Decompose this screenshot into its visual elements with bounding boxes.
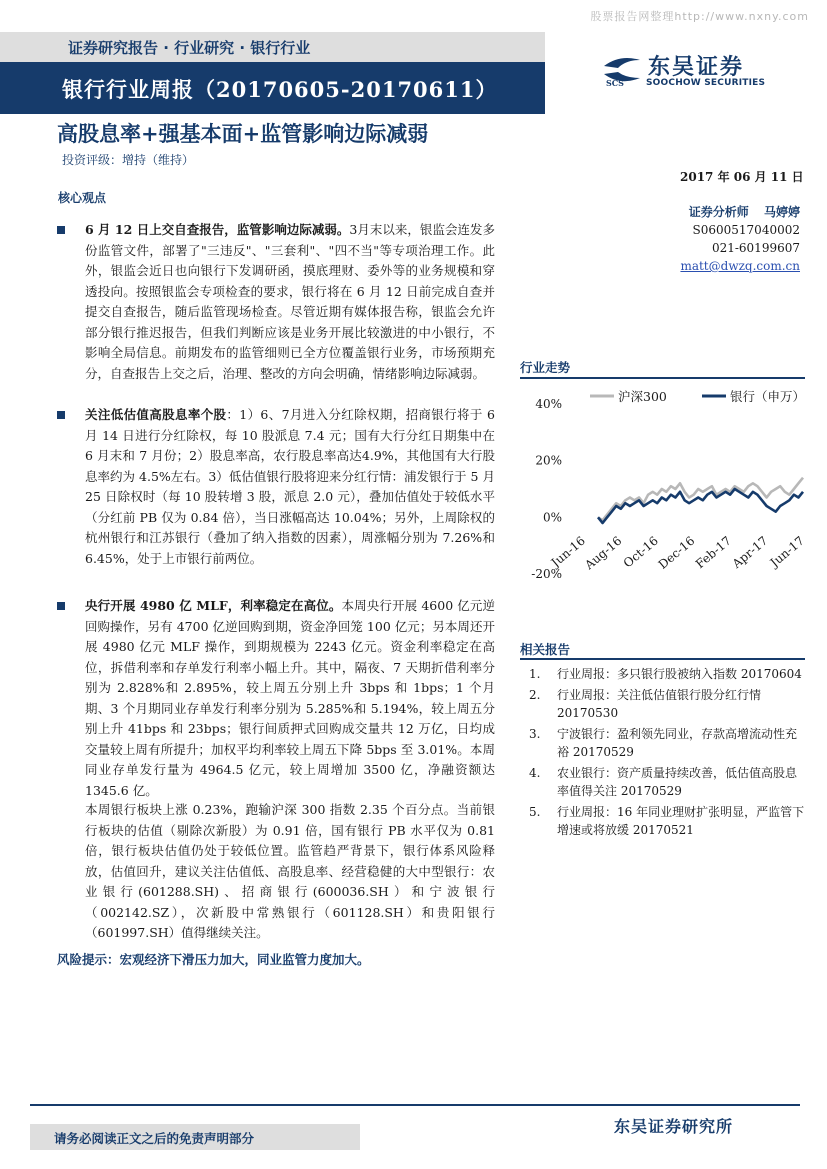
risk-warning: 风险提示：宏观经济下滑压力加大，同业监管力度加大。 — [57, 952, 370, 967]
report-text: 行业周报：16 年同业理财扩张明显，严监管下增速或将放缓 20170521 — [557, 804, 805, 837]
footer-disclaimer-band — [30, 1124, 360, 1150]
analyst-license: S0600517040002 — [692, 223, 800, 237]
bullet-body: 本周银行板块上涨 0.23%，跑输沪深 300 指数 2.35 个百分点。当前银行板块的估值（剔除次新股）为 0.91 倍，国有银行 PB 水平仅为 0.81 倍，银行板块估值仍处于较低位置。监管趋严背景下，银行体系风险释放，估值回升，建议关注估值低、高股息率、经营稳健的大中型银行：农业银行(601288.SH)、招商银行(600036.SH）和宁波银行（002142.SZ），次新股中常熟银行（601128.SH）和贵阳银行（601997.SH）值得继续关注。 — [85, 802, 495, 940]
bullet-body: 3月末以来，银监会连发多份监管文件，部署了"三违反"、"三套利"、"四不当"等专项治理工作。此外，银监会近日也向银行下发调研函，摸底理财、委外等的业务规模和穿透投向。按照银监会专项检查的要求，银行将在 6 月 12 日前完成自查并提交自查报告，随后监管现场检查。尽管近期有媒体报告称，银监会允许部分银行推迟报告，但我们判断应该是业务开展比较激进的中小银行，不影响全局信息。前期发布的监管细则已全方位覆盖银行业务，市场预期充分，自查报告上交之后，治理、整改的方向会明确，情绪影响边际减弱。 — [85, 222, 495, 381]
y-tick-label: 40% — [535, 397, 562, 411]
report-num: 1. — [529, 667, 541, 681]
analyst-role: 证券分析师 — [688, 205, 749, 219]
bullet-marker-icon — [57, 411, 65, 419]
analyst-email[interactable]: matt@dwzq.com.cn — [680, 259, 800, 273]
x-tick-label: Jun-16 — [548, 533, 588, 570]
trend-divider — [520, 377, 805, 379]
report-num: 3. — [529, 726, 541, 741]
legend-label: 沪深300 — [618, 389, 667, 404]
core-view-label: 核心观点 — [58, 191, 107, 205]
y-tick-label: -20% — [531, 567, 562, 581]
related-report-item[interactable] — [527, 764, 807, 801]
footer-divider — [30, 1104, 800, 1106]
x-tick-label: Apr-17 — [729, 533, 771, 571]
bullet-paragraph — [57, 596, 495, 801]
series-band — [0, 32, 545, 62]
legend-label: 银行（申万） — [730, 389, 806, 404]
related-divider — [520, 658, 805, 660]
analyst-name: 马婷婷 — [763, 205, 800, 219]
report-num: 2. — [529, 687, 541, 702]
title-band — [0, 62, 545, 114]
related-report-item[interactable] — [527, 686, 807, 723]
report-text: 行业周报：多只银行股被纳入指数 20170604 — [557, 667, 802, 681]
bullet-marker-icon — [57, 226, 65, 234]
bullet-paragraph — [57, 220, 495, 384]
trend-title: 行业走势 — [520, 360, 571, 375]
report-text: 农业银行：资产质量持续改善，低估值高股息率值得关注 20170529 — [557, 765, 798, 798]
x-tick-label: Feb-17 — [692, 533, 734, 572]
y-tick-label: 0% — [542, 510, 562, 525]
related-report-item[interactable] — [527, 803, 807, 840]
x-tick-label: Dec-16 — [655, 533, 698, 572]
x-tick-label: Oct-16 — [620, 533, 661, 571]
x-tick-label: Jun-17 — [767, 533, 807, 570]
bullet-paragraph — [57, 405, 495, 569]
x-tick-label: Aug-16 — [582, 533, 625, 573]
analyst-block — [600, 203, 800, 275]
series-line-bank — [598, 489, 803, 523]
report-text: 宁波银行：盈利领先同业，存款高增流动性充裕 20170529 — [557, 726, 798, 759]
report-text: 行业周报：关注低估值银行股分红行情 20170530 — [557, 687, 762, 720]
footer-institute: 东吴证券研究所 — [614, 1117, 734, 1136]
bullet-body: ：1）6、7月进入分红除权期，招商银行将于 6 月 14 日进行分红除权，每 10 股派息 7.4 元；国有大行分红日期集中在 6 月末和 7 月份；2）股息率高，农行股息率高达4.9%，其他国有大行股息率约为 4.5%左右。3）低估值银行股将迎来分红行情：浦发银行于 5 月 25 日除权时（每 10 股转增 3 股，派息 2.0 元），叠加估值处于较低水平（分红前 PB 仅为 0.84 倍），当日涨幅高达 10.04%；另外，上周除权的杭州银行和江苏银行（叠加了纳入指数的因素），周涨幅分别为 7.26%和 6.45%，处于上市银行前两位。 — [85, 407, 495, 566]
bullet-lead: 关注低估值高股息率个股 — [85, 407, 227, 422]
summary-paragraph — [57, 800, 495, 944]
report-title: 银行行业周报（20170605-20170611） — [62, 77, 498, 102]
logo-mark: SCS — [606, 78, 624, 88]
analyst-phone: 021-60199607 — [711, 241, 800, 255]
report-num: 5. — [529, 804, 541, 819]
bullet-body: 本周央行开展 4600 亿元逆回购操作，另有 4700 亿逆回购到期，资金净回笼 100 亿元；另本周还开展 4980 亿元 MLF 操作，到期规模为 2243 亿元。资金利率稳定在高位，拆借利率和存单发行利率小幅上升。其中，隔夜、7 天期折借利率分别为 2.828%和 2.895%，较上周五分别上升 3bps 和 1bps；1 个月期、3 个月期同业存单发行利率分别为 5.285%和 5.194%，较上周五分别上升 41bps 和 23bps；银行间质押式回购成交量共 12 万亿，日均成交量较上周有所提升；加权平均利率较上周五下降 5bps 至 3.01%。本周同业存单发行量为 4964.5 亿元，较上周增加 3500 亿，净融资额达 1345.6 亿。 — [85, 598, 495, 798]
related-title: 相关报告 — [520, 642, 571, 657]
footer-disclaimer: 请务必阅读正文之后的免责声明部分 — [54, 1131, 255, 1146]
y-tick-label: 20% — [535, 453, 562, 468]
related-report-item[interactable] — [527, 725, 807, 762]
report-num: 4. — [529, 765, 541, 780]
headline: 高股息率+强基本面+监管影响边际减弱 — [57, 121, 429, 146]
report-date: 2017 年 06 月 11 日 — [680, 170, 804, 184]
watermark: 股票报告网整理http://www.nxny.com — [590, 10, 809, 23]
logo-subtext: SOOCHOW SECURITIES — [646, 78, 766, 88]
series-text: 证券研究报告 · 行业研究 · 银行行业 — [68, 39, 311, 57]
investment-rating: 投资评级：增持（维持） — [62, 153, 195, 167]
bullet-marker-icon — [57, 602, 65, 610]
logo-text: 东吴证券 — [648, 55, 745, 80]
trend-chart — [520, 382, 810, 587]
related-report-item[interactable] — [527, 665, 807, 684]
logo-icon — [600, 52, 644, 88]
related-reports-list — [527, 665, 807, 842]
bullet-lead: 央行开展 4980 亿 MLF，利率稳定在高位。 — [85, 598, 342, 613]
bullet-lead: 6 月 12 日上交自查报告，监管影响边际减弱。 — [85, 222, 350, 237]
